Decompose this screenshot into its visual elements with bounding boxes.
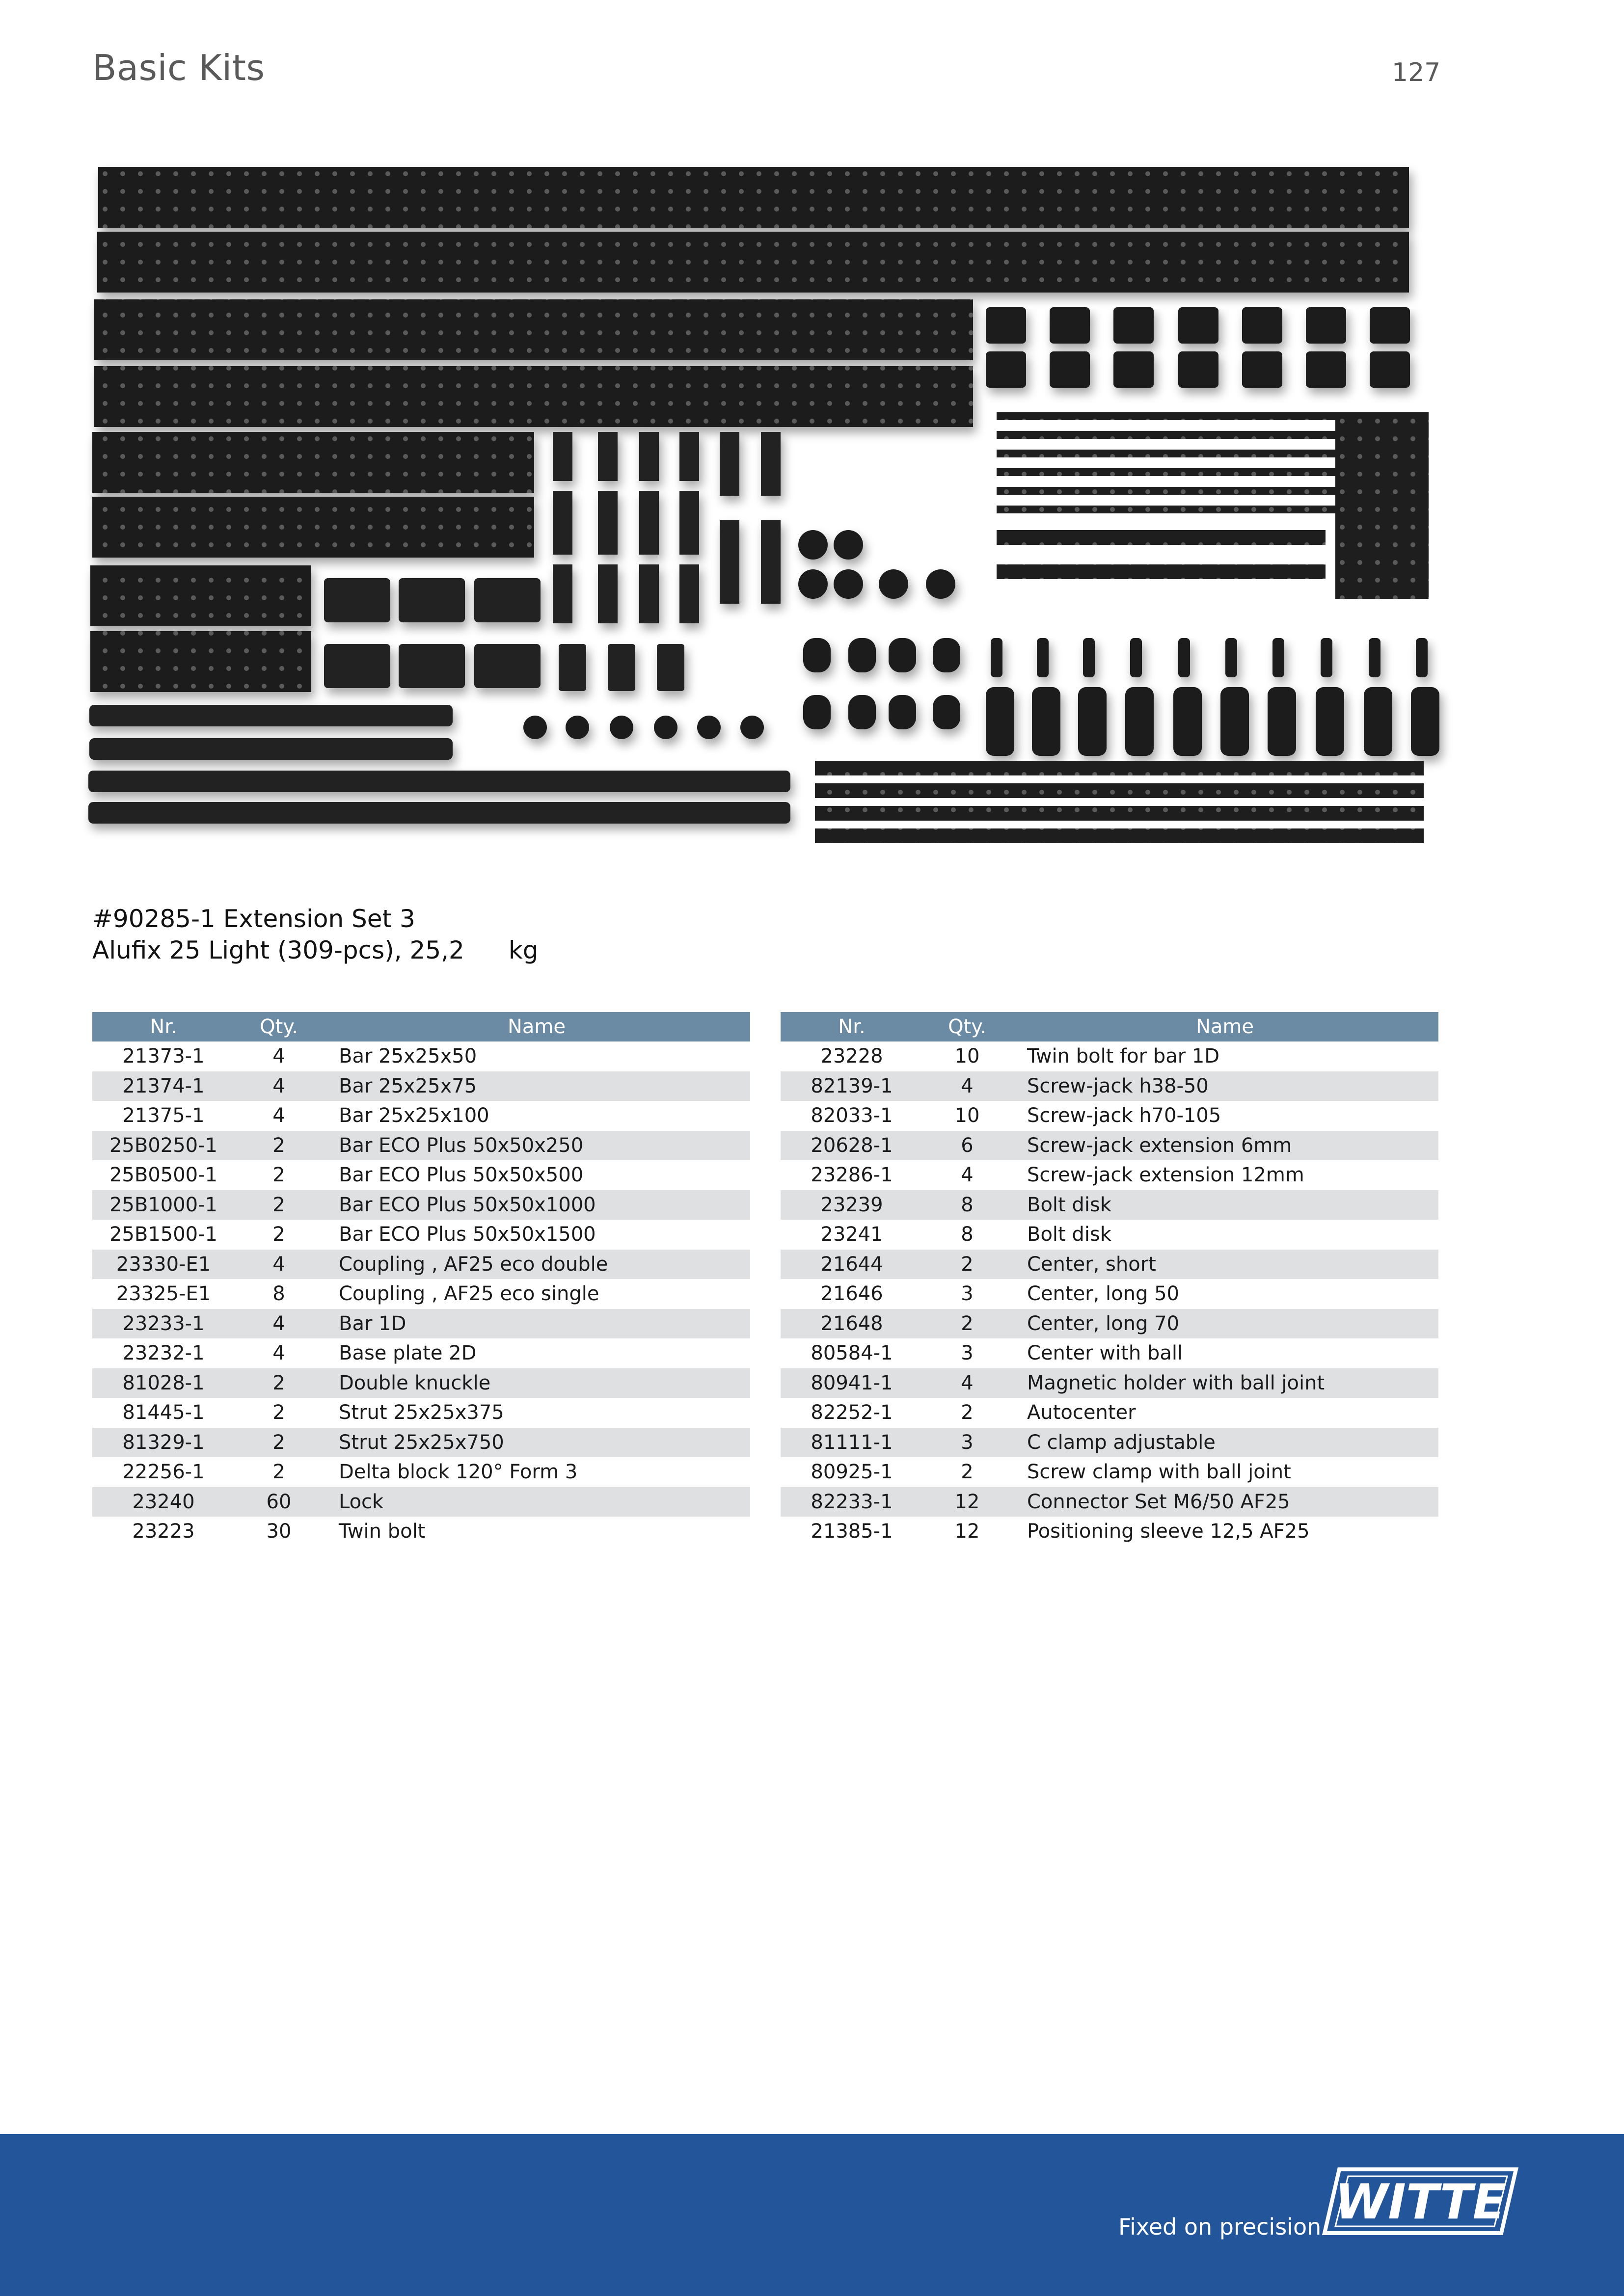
table-header-row xyxy=(781,1012,1438,1041)
table-row xyxy=(92,1041,750,1071)
cell-nr: 23223 xyxy=(132,1520,195,1543)
witte-logo xyxy=(1320,2160,1526,2243)
cell-qty: 2 xyxy=(235,1368,323,1398)
cell-name: Connector Set M6/50 AF25 xyxy=(1011,1487,1438,1517)
cell-nr: 23330-E1 xyxy=(92,1250,235,1280)
cell-nr: 82233-1 xyxy=(781,1487,923,1517)
weight-unit: kg xyxy=(508,936,539,964)
cell-name: Twin bolt for bar 1D xyxy=(1027,1045,1220,1068)
round-parts-group xyxy=(523,530,960,739)
table-row xyxy=(92,1487,750,1517)
table-row xyxy=(781,1071,1438,1101)
cell-qty: 4 xyxy=(923,1368,1011,1398)
cell-nr: 81445-1 xyxy=(122,1401,205,1424)
cell-nr: 21648 xyxy=(781,1309,923,1339)
header-nr: Nr. xyxy=(781,1012,923,1041)
table-row xyxy=(781,1279,1438,1309)
page-title: Basic Kits xyxy=(92,47,265,88)
cell-qty: 3 xyxy=(961,1282,974,1306)
cell-qty: 4 xyxy=(272,1104,285,1127)
table-row xyxy=(781,1160,1438,1190)
cell-nr: 80941-1 xyxy=(781,1368,923,1398)
cell-nr: 22256-1 xyxy=(122,1461,205,1484)
cell-qty: 2 xyxy=(961,1461,974,1484)
header-name: Name xyxy=(1011,1012,1438,1041)
cell-qty: 2 xyxy=(235,1131,323,1161)
cell-qty: 30 xyxy=(266,1520,292,1543)
table-row xyxy=(92,1250,750,1280)
cell-qty: 60 xyxy=(235,1487,323,1517)
cell-nr: 25B0250-1 xyxy=(92,1131,235,1161)
table-row xyxy=(92,1517,750,1547)
cell-name: Screw-jack h70-105 xyxy=(1027,1104,1221,1127)
table-row xyxy=(781,1398,1438,1428)
cell-name: Lock xyxy=(323,1487,750,1517)
table-row xyxy=(92,1190,750,1220)
table-row xyxy=(92,1279,750,1309)
cell-qty: 2 xyxy=(272,1223,285,1246)
set-name: #90285-1 Extension Set 3 xyxy=(92,905,415,933)
cell-name: Screw-jack extension 12mm xyxy=(1027,1164,1304,1187)
cell-name: Double knuckle xyxy=(323,1368,750,1398)
cell-qty: 2 xyxy=(272,1461,285,1484)
screw-jacks-group xyxy=(986,638,1439,756)
cell-qty: 2 xyxy=(272,1401,285,1424)
cell-nr: 82252-1 xyxy=(811,1401,893,1424)
set-title xyxy=(92,903,539,966)
cell-name: Bar 25x25x75 xyxy=(323,1071,750,1101)
cell-name: Screw clamp with ball joint xyxy=(1027,1461,1291,1484)
table-row xyxy=(92,1131,750,1161)
cell-name: Bar ECO Plus 50x50x1000 xyxy=(323,1190,750,1220)
table-row xyxy=(92,1071,750,1101)
table-row xyxy=(781,1101,1438,1131)
cell-name: Bar ECO Plus 50x50x1500 xyxy=(339,1223,596,1246)
cell-nr: 25B1500-1 xyxy=(109,1223,218,1246)
cell-name: Center, short xyxy=(1011,1250,1438,1280)
cell-name: Twin bolt xyxy=(339,1520,426,1543)
cell-qty: 10 xyxy=(954,1104,980,1127)
cell-qty: 4 xyxy=(235,1309,323,1339)
cell-qty: 8 xyxy=(272,1282,285,1306)
table-row xyxy=(92,1457,750,1487)
cell-nr: 21373-1 xyxy=(122,1045,205,1068)
table-row xyxy=(781,1457,1438,1487)
cell-name: Strut 25x25x375 xyxy=(339,1401,504,1424)
set-weight: Alufix 25 Light (309-pcs), 25,2 xyxy=(92,936,464,964)
cell-nr: 81028-1 xyxy=(92,1368,235,1398)
table-row xyxy=(781,1368,1438,1398)
cell-name: Bar 25x25x50 xyxy=(339,1045,477,1068)
cell-qty: 2 xyxy=(235,1428,323,1458)
table-row xyxy=(92,1428,750,1458)
cell-name: Center, long 70 xyxy=(1011,1309,1438,1339)
cell-name: Screw-jack h38-50 xyxy=(1011,1071,1438,1101)
cell-nr: 81329-1 xyxy=(92,1428,235,1458)
cell-nr: 23228 xyxy=(820,1045,883,1068)
cell-qty: 12 xyxy=(954,1520,980,1543)
cell-qty: 4 xyxy=(961,1164,974,1187)
cell-name: Coupling , AF25 eco single xyxy=(339,1282,599,1306)
cell-name: Bar 25x25x100 xyxy=(339,1104,489,1127)
cell-nr: 23325-E1 xyxy=(116,1282,211,1306)
cell-nr: 25B1000-1 xyxy=(92,1190,235,1220)
parts-table-right xyxy=(781,1012,1438,1547)
table-row xyxy=(92,1368,750,1398)
cell-nr: 21375-1 xyxy=(122,1104,205,1127)
cell-qty: 2 xyxy=(923,1250,1011,1280)
table-row xyxy=(92,1398,750,1428)
header-qty: Qty. xyxy=(923,1012,1011,1041)
cell-nr: 25B0500-1 xyxy=(109,1164,218,1187)
cell-qty: 12 xyxy=(923,1487,1011,1517)
set-description xyxy=(92,934,539,966)
header-nr: Nr. xyxy=(92,1012,235,1041)
cell-name: Bolt disk xyxy=(1027,1223,1111,1246)
page-number: 127 xyxy=(1392,58,1441,87)
cell-qty: 4 xyxy=(235,1071,323,1101)
cell-qty: 8 xyxy=(961,1223,974,1246)
cell-qty: 6 xyxy=(923,1131,1011,1161)
cell-nr: 82033-1 xyxy=(811,1104,893,1127)
cell-name: Bolt disk xyxy=(1011,1190,1438,1220)
cell-nr: 21646 xyxy=(820,1282,883,1306)
header-qty: Qty. xyxy=(235,1012,323,1041)
cell-name: Autocenter xyxy=(1027,1401,1136,1424)
table-row xyxy=(781,1041,1438,1071)
cell-qty: 10 xyxy=(954,1045,980,1068)
cell-qty: 8 xyxy=(923,1190,1011,1220)
plates-group xyxy=(986,307,1410,388)
cell-qty: 2 xyxy=(923,1309,1011,1339)
table-row xyxy=(92,1309,750,1339)
cell-name: Center with ball xyxy=(1027,1342,1183,1365)
table-row xyxy=(781,1250,1438,1280)
table-row xyxy=(92,1160,750,1190)
cell-nr: 21374-1 xyxy=(92,1071,235,1101)
cell-qty: 3 xyxy=(961,1342,974,1365)
cell-name: Bar ECO Plus 50x50x250 xyxy=(323,1131,750,1161)
cell-qty: 2 xyxy=(235,1190,323,1220)
cell-name: Base plate 2D xyxy=(339,1342,477,1365)
cell-nr: 82139-1 xyxy=(781,1071,923,1101)
table-row xyxy=(781,1338,1438,1368)
cell-qty: 3 xyxy=(923,1428,1011,1458)
parts-table-left xyxy=(92,1012,750,1547)
cell-nr: 21385-1 xyxy=(811,1520,893,1543)
cell-qty: 4 xyxy=(235,1250,323,1280)
cell-name: Delta block 120° Form 3 xyxy=(339,1461,578,1484)
cell-name: Screw-jack extension 6mm xyxy=(1011,1131,1438,1161)
table-row xyxy=(781,1428,1438,1458)
table-row xyxy=(781,1487,1438,1517)
logo-text: WITTE xyxy=(1335,2174,1506,2230)
table-header-row xyxy=(92,1012,750,1041)
cell-name: Positioning sleeve 12,5 AF25 xyxy=(1027,1520,1310,1543)
header-name: Name xyxy=(323,1012,750,1041)
cell-name: Magnetic holder with ball joint xyxy=(1011,1368,1438,1398)
cell-nr: 23232-1 xyxy=(122,1342,205,1365)
cell-nr: 81111-1 xyxy=(781,1428,923,1458)
cell-qty: 2 xyxy=(272,1164,285,1187)
table-row xyxy=(781,1190,1438,1220)
table-row xyxy=(92,1220,750,1250)
cell-nr: 23240 xyxy=(92,1487,235,1517)
table-row xyxy=(781,1220,1438,1250)
cell-nr: 80925-1 xyxy=(811,1461,893,1484)
cell-nr: 21644 xyxy=(781,1250,923,1280)
table-row xyxy=(781,1131,1438,1161)
table-row xyxy=(781,1517,1438,1547)
cell-nr: 23239 xyxy=(781,1190,923,1220)
cell-nr: 80584-1 xyxy=(811,1342,893,1365)
table-row xyxy=(92,1338,750,1368)
cell-name: C clamp adjustable xyxy=(1011,1428,1438,1458)
product-photo xyxy=(79,147,1502,864)
cell-qty: 4 xyxy=(923,1071,1011,1101)
cell-nr: 20628-1 xyxy=(781,1131,923,1161)
table-row xyxy=(781,1309,1438,1339)
table-row xyxy=(92,1101,750,1131)
cell-qty: 2 xyxy=(961,1401,974,1424)
cell-name: Bar ECO Plus 50x50x500 xyxy=(339,1164,584,1187)
small-parts-group xyxy=(815,412,1429,843)
footer-slogan: Fixed on precision xyxy=(1118,2214,1322,2240)
cell-nr: 23286-1 xyxy=(811,1164,893,1187)
cell-name: Center, long 50 xyxy=(1027,1282,1179,1306)
cell-qty: 4 xyxy=(272,1342,285,1365)
cell-nr: 23233-1 xyxy=(92,1309,235,1339)
cell-name: Strut 25x25x750 xyxy=(323,1428,750,1458)
cell-name: Coupling , AF25 eco double xyxy=(323,1250,750,1280)
cell-name: Bar 1D xyxy=(323,1309,750,1339)
cell-nr: 23241 xyxy=(820,1223,883,1246)
cell-qty: 4 xyxy=(272,1045,285,1068)
